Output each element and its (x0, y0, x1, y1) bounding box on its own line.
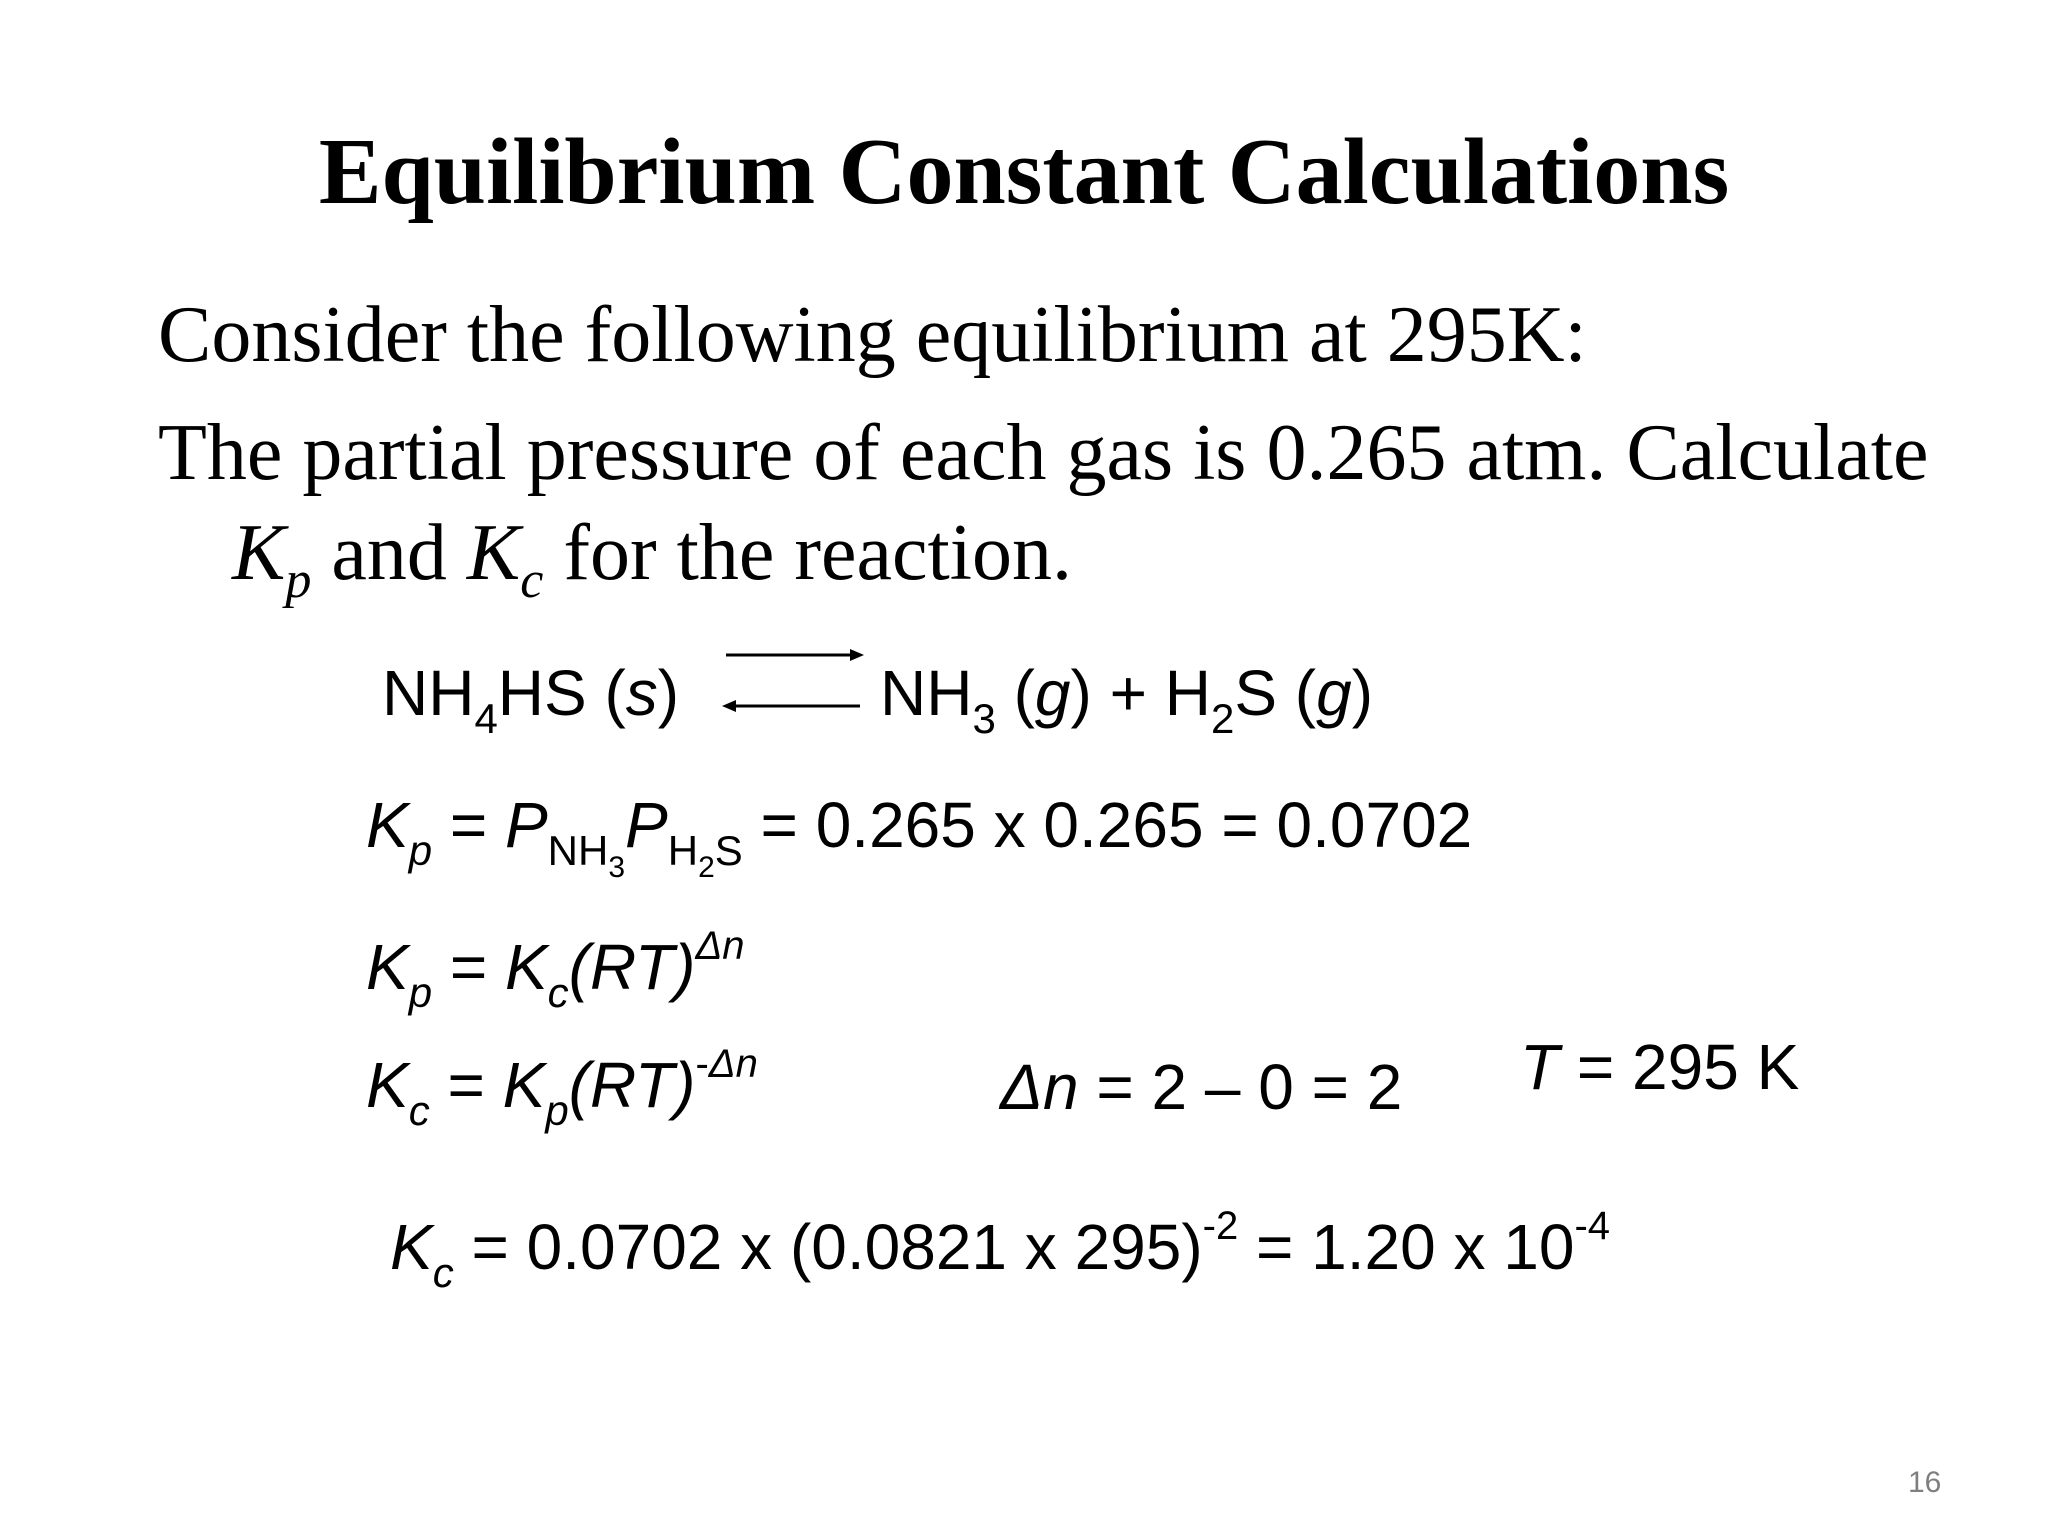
relation2-kp-sub: p (545, 1087, 569, 1134)
relation2-exponent: Δn (708, 1042, 758, 1086)
kp-k: K (366, 789, 409, 861)
kp-calculation: = 0.265 x 0.265 = 0.0702 (742, 789, 1473, 861)
problem-line-2: The partial pressure of each gas is 0.265 atm. Calculate (158, 409, 1929, 497)
product1-subscript: 3 (972, 695, 996, 742)
reactant-formula-b: HS ( (497, 657, 626, 729)
problem-line-3 (232, 508, 1072, 609)
relation2-exponent-sign: - (695, 1042, 709, 1086)
reaction-products (880, 656, 1373, 742)
reaction-reactant (382, 656, 680, 742)
reactant-formula-a: NH (382, 657, 475, 729)
relation1-kp-sub: p (408, 969, 433, 1016)
temperature-value: = 295 K (1559, 1031, 1800, 1103)
kc-result-calc: = 0.0702 x (0.0821 x 295) (453, 1211, 1203, 1283)
and-text: and (311, 509, 467, 597)
relation1-kc-sub: c (547, 969, 569, 1016)
kp-symbol: K (232, 509, 286, 597)
kc-result-equation (390, 1204, 1611, 1296)
product1-open: ( (995, 657, 1035, 729)
delta-n-value: = 2 – 0 = 2 (1078, 1051, 1403, 1123)
temperature-symbol: T (1520, 1031, 1560, 1103)
reactant-state: s (625, 657, 658, 729)
kc-symbol: K (466, 509, 521, 597)
problem-line-1: Consider the following equilibrium at 295K: (158, 291, 1587, 379)
kp-k-subscript: p (408, 827, 433, 874)
product1-close: ) + H (1070, 657, 1211, 729)
slide-title: Equilibrium Constant Calculations (318, 120, 1730, 224)
product1-formula: NH (880, 657, 973, 729)
reactant-subscript: 4 (474, 695, 498, 742)
pressure-nh3-subscript (547, 827, 626, 884)
page-number: 16 (1908, 1466, 1942, 1499)
kp-equation (366, 788, 1473, 884)
kp-subscript: p (285, 552, 312, 609)
h2s-sub-h: H (667, 827, 699, 874)
relation1-rt: (RT) (568, 931, 696, 1003)
kc-result-exp2: -4 (1574, 1204, 1611, 1248)
pressure-nh3: P (504, 789, 548, 861)
product2-subscript: 2 (1210, 695, 1235, 742)
pressure-h2s-subscript (667, 827, 743, 884)
relation1-kp: K (366, 931, 409, 1003)
product2-close: ) (1351, 657, 1373, 729)
pressure-h2s: P (625, 789, 668, 861)
relation2-kc: K (366, 1049, 409, 1121)
relation1-kc: K (504, 931, 548, 1003)
relation1-equals: = (432, 931, 505, 1003)
kc-result-sub: c (432, 1249, 454, 1296)
temperature-equation (1520, 1030, 1799, 1104)
product1-state: g (1034, 657, 1071, 729)
relation2-kc-sub: c (408, 1087, 430, 1134)
kc-result-k: K (390, 1211, 433, 1283)
product2-formula: S ( (1234, 657, 1317, 729)
h2s-sub-digit: 2 (698, 851, 715, 884)
relation2-kp: K (502, 1049, 546, 1121)
kc-result-exp1: -2 (1202, 1204, 1239, 1248)
relation2-rt: (RT) (568, 1049, 696, 1121)
kp-kc-relation (366, 924, 745, 1016)
nh3-sub-text: NH (547, 827, 609, 874)
for-reaction-text: for the reaction. (543, 509, 1072, 597)
kc-result-value: = 1.20 x 10 (1238, 1211, 1575, 1283)
kc-kp-relation (366, 1042, 758, 1134)
kp-equals: = (432, 789, 505, 861)
delta-n-equation (1000, 1050, 1402, 1124)
relation2-equals: = (429, 1049, 503, 1121)
delta-n-symbol: Δn (1000, 1051, 1079, 1123)
reactant-close: ) (657, 657, 680, 729)
product2-state: g (1316, 657, 1352, 729)
h2s-sub-s: S (714, 827, 743, 874)
relation1-exponent: Δn (695, 924, 745, 968)
equilibrium-arrows-icon (718, 640, 868, 720)
kc-subscript: c (520, 552, 544, 609)
nh3-sub-digit: 3 (608, 851, 626, 884)
